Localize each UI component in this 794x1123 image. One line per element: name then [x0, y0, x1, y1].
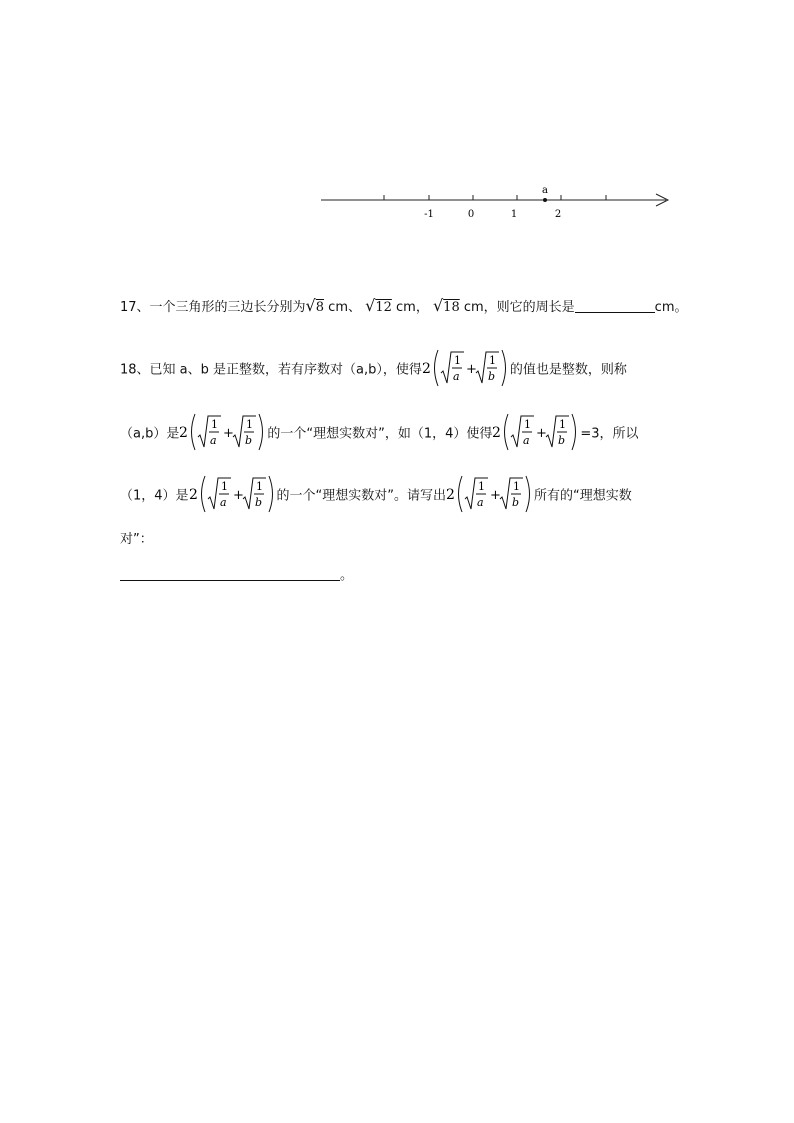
q18-line3-b: 的一个“理想实数对”。请写出 [276, 488, 447, 504]
formula [446, 472, 534, 516]
q18-line1-b: 的值也是整数，则称 [509, 362, 627, 378]
q18-line1-a: 18、已知 a、b 是正整数，若有序数对（a,b），使得 [120, 362, 422, 378]
svg-text:+: + [223, 426, 235, 441]
svg-text:1: 1 [220, 480, 228, 493]
svg-text:a: a [210, 434, 217, 447]
svg-text:a: a [477, 496, 484, 509]
svg-text:1: 1 [513, 480, 521, 493]
svg-text:2: 2 [492, 425, 502, 441]
svg-text:1: 1 [255, 480, 263, 493]
tick-label: 0 [467, 209, 475, 220]
svg-text:2: 2 [188, 487, 198, 503]
svg-text:a: a [523, 434, 530, 447]
q17-prefix: 17、一个三角形的三边长分别为 [120, 300, 306, 315]
svg-text:1: 1 [524, 418, 532, 431]
svg-text:b: b [254, 496, 262, 509]
point-label: a [542, 185, 548, 196]
answer-line [120, 566, 794, 586]
q17-unit1: cm、 [328, 300, 361, 315]
svg-text:1: 1 [478, 480, 486, 493]
svg-text:1: 1 [211, 418, 219, 431]
answer-blank[interactable] [575, 298, 655, 313]
svg-text:a: a [219, 496, 227, 509]
answer-blank[interactable] [120, 566, 340, 581]
svg-text:2: 2 [421, 361, 431, 377]
svg-text:1: 1 [453, 354, 461, 367]
tick-label: -1 [424, 209, 434, 220]
svg-text:2: 2 [446, 487, 455, 503]
q17-suffix: cm。 [654, 300, 688, 315]
svg-text:+: + [465, 362, 477, 377]
svg-text:b: b [245, 434, 253, 447]
svg-text:1: 1 [488, 354, 496, 367]
q17-unit2: cm， [396, 300, 429, 315]
svg-text:+: + [490, 488, 501, 503]
tick-label: 2 [554, 209, 562, 220]
formula [492, 410, 580, 454]
svg-text:1: 1 [246, 418, 254, 431]
svg-text:+: + [232, 488, 244, 503]
q18-line2-b: 的一个“理想实数对”，如（1，4）使得 [267, 426, 493, 442]
q17-unit3: cm，则它的周长是 [463, 300, 575, 315]
sqrt-18: √18 [432, 296, 460, 315]
svg-text:b: b [512, 496, 520, 509]
formula [422, 346, 510, 390]
sqrt-8: √8 [305, 296, 325, 315]
question-17 [120, 296, 794, 318]
svg-text:1: 1 [559, 418, 567, 431]
number-line [318, 182, 678, 222]
svg-text:b: b [558, 434, 566, 447]
q18-line4: 对”： [120, 532, 153, 547]
answer-suffix: 。 [340, 568, 354, 583]
svg-text:b: b [487, 370, 495, 383]
q18-line3-a: （1，4）是 [120, 488, 189, 504]
formula [179, 410, 267, 454]
tick-label: 1 [510, 209, 518, 220]
point-a [543, 198, 547, 202]
q18-line2-a: （a,b）是 [120, 426, 180, 442]
question-18-line-2 [120, 410, 639, 454]
svg-text:a: a [452, 370, 460, 383]
q18-line3-c: 所有的“理想实数 [534, 488, 632, 504]
question-18-line-4 [120, 530, 794, 550]
svg-text:2: 2 [179, 425, 189, 441]
question-18-line-3 [120, 472, 632, 516]
question-18-line-1 [120, 346, 627, 390]
svg-text:+: + [536, 426, 548, 441]
q18-line2-c: =3，所以 [580, 426, 639, 442]
formula [189, 472, 277, 516]
sqrt-12: √12 [365, 296, 392, 315]
